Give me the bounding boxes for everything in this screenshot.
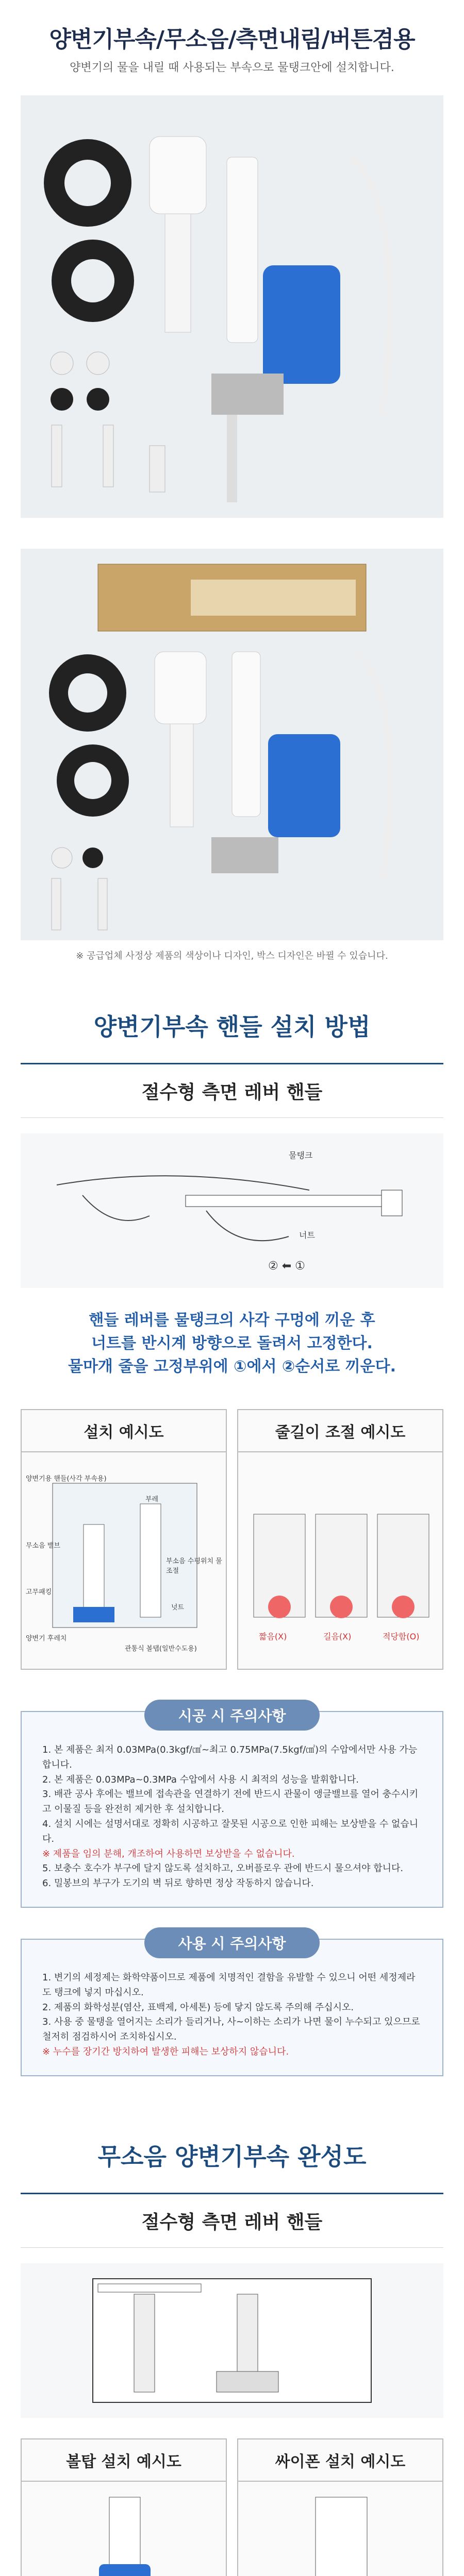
usage-caution-list [22,1958,442,2075]
page-subtitle: 양변기의 물을 내릴 때 사용되는 부속으로 물탱크안에 설치합니다. [70,61,394,74]
install-section-title: 양변기부속 핸들 설치 방법 [93,1013,371,1041]
example-label-4: 부소음 수평위치 물조절 [166,1557,222,1575]
install-caution-title: 시공 시 주의사항 [144,1700,320,1731]
complete-examples-row [21,2438,443,2576]
siphon-figure [238,2482,442,2576]
list-item: 6. 밀봉브의 부구가 도기의 벽 뒤로 향하면 정상 작동하지 않습니다. [42,1878,314,1889]
examples-row [21,1409,443,1670]
example-label-2: 부레 [145,1496,159,1503]
chain-length-example-box [237,1409,443,1670]
list-item: 4. 설치 시에는 설명서대로 정확히 시공하고 잘못된 시공으로 인한 피해는 보상받을 수 없습니다. [42,1818,419,1844]
example-label-5: 고무패킹 [26,1588,52,1596]
list-item: 2. 본 제품은 0.03MPa~0.3MPa 수압에서 사용 시 최적의 성능을 발휘합니다. [42,1774,359,1785]
box-illustration [21,549,443,940]
siphon-example-title: 싸이폰 설치 예시도 [238,2439,442,2482]
install-line-1: 핸들 레버를 물탱크의 사각 구멍에 끼운 후 [89,1311,375,1329]
list-item: ※ 제품을 임의 분해, 개조하여 사용하면 보상받을 수 없습니다. [42,1848,295,1859]
header [0,0,464,75]
parts-illustration [21,95,443,518]
example-label-3: 무소음 밸브 [26,1542,60,1550]
usage-caution-title: 사용 시 주의사항 [144,1927,320,1958]
install-line-2: 너트를 반시계 방향으로 돌려서 고정한다. [91,1334,373,1352]
install-example-figure [22,1452,226,1669]
install-example-title: 설치 예시도 [22,1410,226,1452]
chain-long-label: 길음(X) [323,1632,352,1641]
install-bar-title: 절수형 측면 레버 핸들 [21,1063,443,1118]
complete-bar-title: 절수형 측면 레버 핸들 [21,2193,443,2248]
nut-label: 너트 [299,1230,315,1240]
ballcock-example-title: 볼탑 설치 예시도 [22,2439,226,2482]
install-caution-list [22,1731,442,1907]
list-item: 5. 보충수 호수가 부구에 달지 않도록 설치하고, 오버플로우 관에 반드시 물으셔야 합니다. [42,1863,404,1874]
tank-label: 물탱크 [289,1150,313,1160]
order-label: ② ⬅ ① [268,1260,305,1273]
chain-length-example-title: 줄길이 조절 예시도 [238,1410,442,1452]
list-item: 1. 변기의 세정제는 화학약품이므로 제품에 치명적인 결함을 유발할 수 있으니 어떤 세정제라도 탱크에 넣지 마십시오. [42,1972,416,1998]
list-item: 3. 배관 공사 후에는 밸브에 접속관을 연결하기 전에 반드시 관물이 앵글밸브를 열어 충수시키고 이물질 등을 완전히 제거한 후 설치합니다. [42,1789,419,1815]
product-photo-box [21,549,443,940]
ballcock-example-box [21,2438,227,2576]
example-label-6: 넛트 [171,1604,185,1612]
usage-caution-box [21,1935,443,2076]
chain-ok-label: 적당함(O) [383,1632,420,1641]
complete-diagram [21,2263,443,2418]
install-line-3: 물마개 줄을 고정부위에 ①에서 ②순서로 끼운다. [68,1358,396,1376]
product-photo-parts [21,95,443,518]
list-item: ※ 누수를 장기간 방치하여 발생한 피해는 보상하지 않습니다. [42,2046,289,2057]
list-item: 1. 본 제품은 최저 0.03MPa(0.3kgf/㎠~최고 0.75MPa(7.5kgf/㎠)의 수압에서만 사용 가능합니다. [42,1744,418,1770]
chain-length-figure [238,1452,442,1669]
ballcock-figure [22,2482,226,2576]
page-title: 양변기부속/무소음/측면내림/버튼겸용 [49,26,415,53]
example-label-1: 양변기용 핸들(사각 부속용) [26,1475,107,1483]
install-instructions [0,1309,464,1378]
example-label-7: 양변기 후레치 [26,1635,67,1642]
handle-drawing [21,1133,443,1288]
example-label-8: 관통식 볼탭(일반수도용) [125,1645,197,1653]
list-item: 3. 사용 중 물탱을 열어지는 소리가 들리거나, 사~이하는 소리가 나면 물이 누수되고 있으므로 철저히 점검하시어 조치하십시오. [42,2016,420,2043]
photo-note: ※ 공급업체 사정상 제품의 색상이나 디자인, 박스 디자인은 바뀔 수 있습니다. [76,951,388,961]
siphon-example-box [237,2438,443,2576]
handle-install-diagram [21,1133,443,1288]
list-item: 2. 제품의 화학성분(염산, 표백제, 아세톤) 등에 닿지 않도록 주의해 주십시오. [42,2002,354,2013]
install-caution-box [21,1707,443,1908]
complete-section-title: 무소음 양변기부속 완성도 [97,2142,367,2171]
install-example-box [21,1409,227,1670]
chain-short-label: 짧음(X) [259,1632,287,1641]
